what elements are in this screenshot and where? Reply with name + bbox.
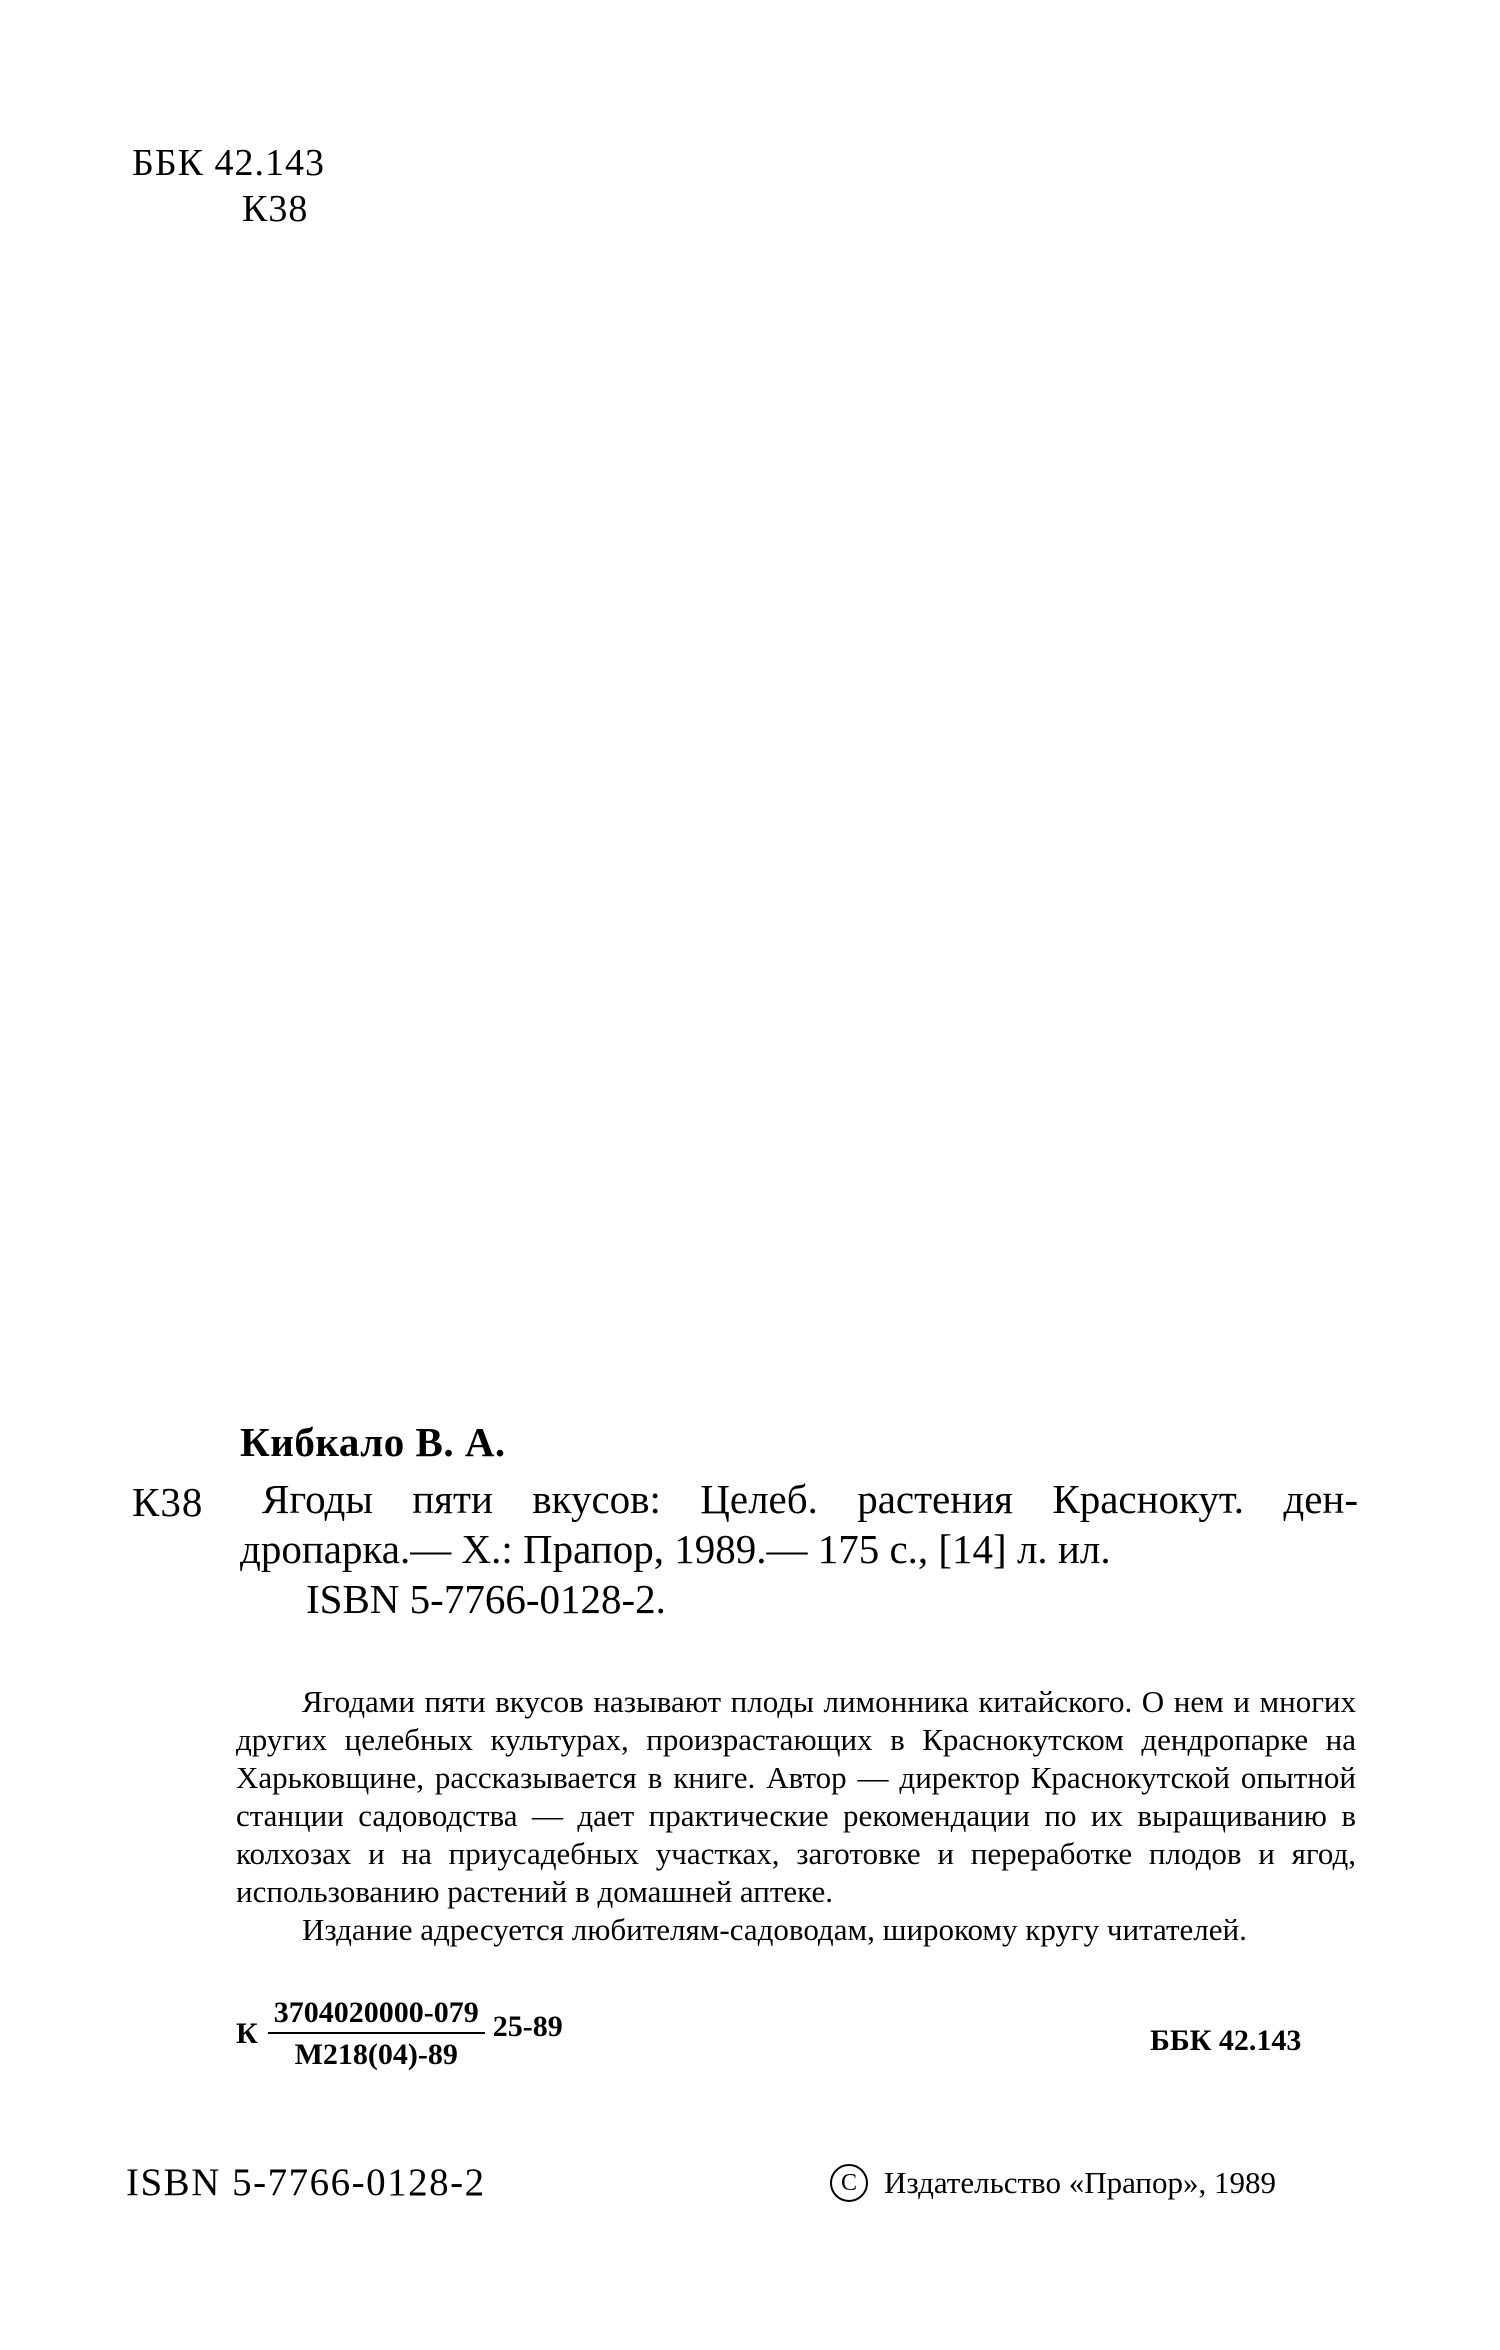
bbk-code: ББК 42.143	[132, 142, 325, 184]
fraction-denominator: М218(04)-89	[294, 2038, 458, 2071]
bibliographic-entry	[240, 1474, 1362, 1624]
bbk-classification	[132, 140, 325, 232]
annotation-paragraph: Издание адресуется любителям-садоводам, широкому кругу читателей.	[302, 1912, 1247, 1947]
catalog-fraction	[236, 1996, 563, 2072]
copyright-icon: C	[830, 2164, 868, 2202]
fraction	[268, 1996, 485, 2072]
catalog-code: К38	[242, 188, 309, 230]
fraction-suffix: 25-89	[492, 2010, 563, 2043]
fraction-numerator: 3704020000-079	[268, 1996, 485, 2034]
author-name: Кибкало В. А.	[240, 1419, 506, 1465]
entry-title-line: Ягоды пяти вкусов: Целеб. растения Краснокут. ден-	[262, 1476, 1358, 1522]
entry-publisher-line: дропарка.— Х.: Прапор, 1989.— 175 с., [14] л. ил.	[240, 1526, 1111, 1572]
entry-isbn-line: ISBN 5-7766-0128-2.	[306, 1576, 666, 1622]
entry-side-code: К38	[132, 1479, 204, 1525]
fraction-letter: К	[236, 2017, 258, 2050]
annotation	[236, 1683, 1356, 1949]
copyright-notice	[830, 2164, 1276, 2202]
bbk-code-bottom: ББК 42.143	[1150, 2024, 1302, 2057]
copyright-text: Издательство «Прапор», 1989	[884, 2165, 1277, 2200]
annotation-paragraph: Ягодами пяти вкусов называют плоды лимонника китайского. О нем и многих других целебных культурах, произрастающих в Краснокутском дендропарке на Харьковщине, рассказывается в книге. Автор — директор Краснокутской опытной станции садоводства — дает практические рекомендации по их выращиванию в колхозах и на приусадебных участках, заготовке и переработке плодов и ягод, использованию растений в домашней аптеке.	[236, 1684, 1356, 1909]
isbn-footer: ISBN 5-7766-0128-2	[126, 2161, 486, 2204]
